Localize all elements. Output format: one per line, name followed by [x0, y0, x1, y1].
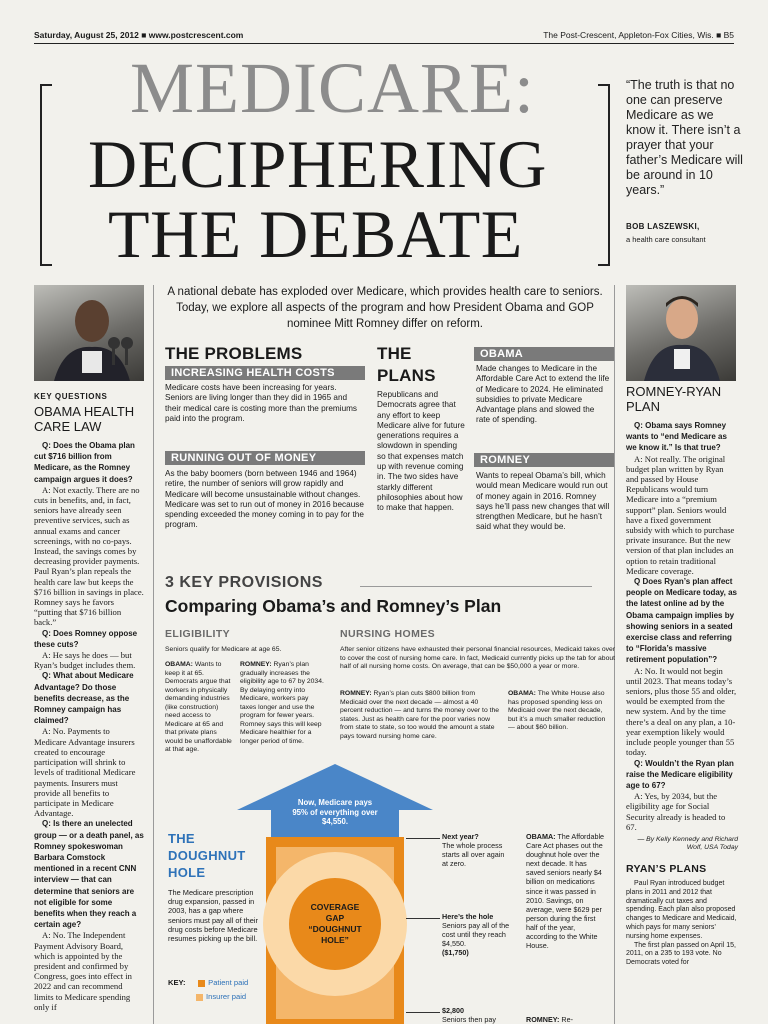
doughnut-obama — [526, 832, 606, 950]
qa-item — [34, 440, 144, 485]
pull-quote: “The truth is that no one can preserve Medicare as we know it. There isn’t a prayer that your father’s Medicare will be around in 10 years.” — [626, 78, 743, 197]
amount-2800-text: Seniors then pay — [442, 1015, 496, 1024]
romney-label: ROMNEY: — [340, 690, 372, 697]
headline-bracket-left — [40, 84, 52, 266]
key-row — [168, 978, 248, 987]
doughnut-heading: THE DOUGHNUT HOLE — [168, 831, 246, 880]
question: Q: Does Romney oppose these cuts? — [34, 628, 138, 649]
increasing-costs-bar: INCREASING HEALTH COSTS — [165, 366, 365, 380]
eligibility-romney — [240, 661, 326, 746]
doughnut-text: The Medicare prescription drug expansion, passed in 2003, has a gap where seniors must pay all of their drug costs before Medicare resumes picking up the bill. — [168, 888, 258, 944]
provisions-rule — [360, 586, 592, 587]
callout-line-2800 — [406, 1012, 440, 1013]
headline-line-1: MEDICARE: — [130, 48, 535, 128]
obama-label: OBAMA: — [508, 690, 536, 697]
obama-qa — [34, 440, 144, 1012]
provisions-heading: Comparing Obama’s and Romney’s Plan — [165, 596, 502, 616]
eligibility-intro: Seniors qualify for Medicare at age 65. — [165, 646, 282, 653]
qa-item — [34, 628, 144, 650]
nursing-romney-text: Ryan’s plan cuts $800 billion from Medicaid over the next decade — almost a 40 percent reduction — and turns the money over to the states. Just as health care for the poor varies now from state to state, so too would the amount a state pays toward nursing home care. — [340, 690, 500, 740]
left-column — [34, 392, 144, 1012]
ryans-plans-para-1: Paul Ryan introduced budget plans in 2011 and 2012 that dramatically cut taxes and spending. Each plan also proposed changes to Medicare and Medicaid, which pays for many seniors’ nursing home expenses. — [626, 879, 737, 940]
key-questions-kicker: KEY QUESTIONS — [34, 392, 108, 401]
question: Q: Wouldn’t the Ryan plan raise the Medicare eligibility age to 67? — [626, 758, 734, 790]
date-site: Saturday, August 25, 2012 ■ www.postcrescent.com — [34, 30, 244, 40]
eligibility-obama-text: Wants to keep it at 65. Democrats argue that workers in physically demanding industries (like construction) need access to Medicare at 65 and that private plans would be unaffordable at that age. — [165, 661, 232, 753]
doughnut-key — [168, 978, 248, 1001]
answer: A: No. It would not begin until 2023. That means today’s seniors, plus those 55 and older, would be exempted from the new system. And by the time there’s a deal on any plan, a 10-year exemption likely would include people younger than 55 today. — [626, 665, 737, 758]
increasing-costs-text: Medicare costs have been increasing for years. Seniors are living longer than they did in 1965 and their medical care is costing more than the premiums paid into the program. — [165, 383, 358, 423]
hole-label: Here’s the hole — [442, 912, 494, 921]
obama-label: OBAMA: — [526, 832, 556, 841]
answer: A: He says he does — but Ryan’s budget includes them. — [34, 650, 136, 671]
romney-ryan-heading: ROMNEY-RYAN PLAN — [626, 384, 722, 414]
next-year-text: The whole process starts all over again at zero. — [442, 841, 505, 868]
gap-text: COVERAGE GAP “DOUGHNUT HOLE” — [308, 902, 362, 945]
qa-item — [34, 670, 144, 726]
obama-plan-text: Made changes to Medicare in the Affordable Care Act to extend the life of Medicare to 2024. He eliminated subsidies to private Medicare Advantage plans and slowed the rate of spending. — [476, 364, 610, 425]
obama-bar: OBAMA — [474, 347, 614, 361]
patient-paid-label: Patient paid — [208, 978, 249, 987]
answer: A: No. Payments to Medicare Advantage insurers created to encourage participation will shrink to levels of traditional Medicare payments. Insurers must provide all benefits to participate in Medicare Advantage. — [34, 726, 136, 819]
question: Q: Is there an unelected group — or a death panel, as Romney spokeswoman Barbara Comstock mentioned in a recent CNN interview — that can determine that seniors are not eligible for some benefits when they reach a certain age? — [34, 819, 144, 930]
ryans-plans-heading: RYAN’S PLANS — [626, 862, 707, 875]
nursing-intro: After senior citizens have exhausted their personal financial resources, Medicaid takes over to cover the cost of nursing home care. In fact, Medicaid currently picks up the tab for about half of all nursing home costs. On average, that can be $50,000 a year or more. — [340, 646, 616, 670]
qa-item — [626, 576, 738, 666]
obama-photo-figure — [34, 285, 144, 381]
right-column — [626, 384, 738, 968]
nursing-homes-label: NURSING HOMES — [340, 628, 436, 640]
ryans-plans-para-2: The first plan passed on April 15, 2011, on a 235 to 193 vote. No Democrats voted for — [626, 941, 736, 967]
byline: — By Kelly Kennedy and Richard Wolf, USA Today — [637, 835, 738, 852]
nursing-romney — [340, 690, 500, 741]
doughnut-obama-text: The Affordable Care Act phases out the doughnut hole over the next decade. It has saved seniors nearly $4 billion on medications since it was passed in 2010. Savings, on average, were $629 per person during the first half of the year, according to the White House. — [526, 832, 605, 951]
eligibility-obama — [165, 661, 233, 755]
left-column-divider — [153, 285, 154, 1024]
key-row — [168, 992, 248, 1001]
romney-bar: ROMNEY — [474, 453, 614, 467]
eligibility-romney-text: Ryan’s plan gradually increases the eligibility age to 67 by 2034. By delaying entry into Medicare, workers pay taxes longer and use the program for fewer years. Romney says this will keep Medicare healthier for a longer period of time. — [240, 661, 324, 745]
answer: A: Yes, by 2034, but the eligibility age for Social Security already is headed to 67. — [626, 791, 726, 832]
doughnut-graphic — [233, 764, 437, 1024]
running-out-text: As the baby boomers (born between 1946 and 1964) retire, the number of seniors will grow rapidly and Medicare will become unsustainable without changes. Medicare was set to run out of money in 2016 because spending exceeded the money coming in to pay for the program. — [165, 469, 364, 530]
key-label: KEY: — [168, 978, 186, 987]
nursing-obama — [508, 690, 612, 733]
amount-2800-callout — [442, 1006, 510, 1024]
headline-line-3: THE DEBATE — [108, 196, 523, 272]
question: Q Does Ryan’s plan affect people on Medicare today, as the latest online ad by the Obama campaign implies by showing seniors in a seated exercise class and referring to “Florida’s massive retirement population”? — [626, 577, 737, 665]
problems-heading: THE PROBLEMS — [165, 344, 303, 363]
doughnut-romney-text: Re- — [561, 1015, 573, 1024]
obama-photo — [34, 285, 144, 381]
hole-text: Seniors pay all of the cost until they reach $4,550. — [442, 921, 510, 948]
running-out-bar: RUNNING OUT OF MONEY — [165, 451, 365, 465]
romney-label: ROMNEY: — [240, 661, 272, 668]
answer: A: Not exactly. There are no cuts in benefits, and, in fact, seniors have already seen preventive services, such as annual exams and cancer screenings, with no co-pays. Instead, the savings comes by decreasing provider payments. Paul Ryan’s plan repeals the health care law but keeps the $716 billion in savings in place. Romney says he favors “putting that $716 billion back.” — [34, 484, 144, 628]
qa-item — [626, 758, 738, 792]
hole-amount: ($1,750) — [442, 948, 469, 957]
romney-plan-text: Wants to repeal Obama’s bill, which would mean Medicare would run out of money again in 2016. Romney says he’ll pass new changes that will strengthen Medicare, but he hasn’t said what they would be. — [476, 471, 610, 532]
plans-text: Republicans and Democrats agree that any effort to keep Medicare alive for future generations requires a slowdown in spending so that expenses match up with revenue coming in. The two sides have starkly different philosophies about how to make that happen. — [377, 390, 465, 513]
romney-photo — [626, 285, 736, 381]
quote-title: a health care consultant — [626, 235, 706, 244]
insurer-paid-label: Insurer paid — [206, 992, 247, 1001]
paper-page: The Post-Crescent, Appleton-Fox Cities, Wis. ■ B5 — [543, 30, 734, 40]
hole-callout — [442, 912, 510, 957]
amount-2800: $2,800 — [442, 1006, 464, 1015]
next-year-label: Next year? — [442, 832, 479, 841]
key-provisions-kicker: 3 KEY PROVISIONS — [165, 574, 323, 591]
qa-item — [626, 420, 738, 454]
answer: A: Not really. The original budget plan written by Ryan and passed by House Republicans would turn Medicare into a “premium support” plan. Seniors would have a fixed government subsidy with which to purchase private insurance. But the new version of that plan includes an option to retain traditional Medicare coverage. — [626, 453, 735, 576]
question: Q: Does the Obama plan cut $716 billion from Medicare, as the Romney campaign argues it does? — [34, 441, 135, 484]
quote-name: BOB LASZEWSKI, — [626, 222, 700, 231]
question: Q: What about Medicare Advantage? Do those benefits decrease, as the Romney campaign has claimed? — [34, 671, 134, 726]
callout-line-next-year — [406, 838, 440, 839]
ryans-plans-text — [626, 880, 738, 968]
obama-label: OBAMA: — [165, 661, 193, 668]
eligibility-label: ELIGIBILITY — [165, 628, 231, 640]
nursing-obama-text: The White House also has proposed spending less on Medicaid over the next decade, but it’s a much smaller reduction — about $60 billion. — [508, 690, 606, 731]
page-header-bar — [34, 30, 734, 44]
question: Q: Obama says Romney wants to “end Medicare as we know it.” Is that true? — [626, 421, 727, 453]
romney-photo-figure — [626, 285, 736, 381]
obama-law-heading: OBAMA HEALTH CARE LAW — [34, 404, 135, 434]
headline-bracket-right — [598, 84, 610, 266]
intro-text: A national debate has exploded over Medicare, which provides health care to seniors. Today, we explore all aspects of the program and how President Obama and GOP nominee Mitt Romney differ on reform. — [167, 286, 603, 330]
romney-qa — [626, 420, 738, 832]
doughnut-romney — [526, 1015, 606, 1024]
patient-paid-swatch — [198, 980, 205, 987]
arrow-text: Now, Medicare pays 95% of everything over $4,550. — [292, 798, 378, 826]
callout-line-hole — [406, 918, 440, 919]
insurer-paid-swatch — [196, 994, 203, 1001]
answer: A: No. The Independent Payment Advisory Board, which is appointed by the president and confirmed by Congress, goes into effect in 2022 and can recommend limits to Medicare spending only if — [34, 930, 132, 1012]
plans-heading: THE PLANS — [377, 344, 436, 385]
qa-item — [34, 818, 144, 930]
romney-label: ROMNEY: — [526, 1015, 560, 1024]
next-year-callout — [442, 832, 512, 868]
headline-line-2: DECIPHERING — [88, 126, 547, 202]
